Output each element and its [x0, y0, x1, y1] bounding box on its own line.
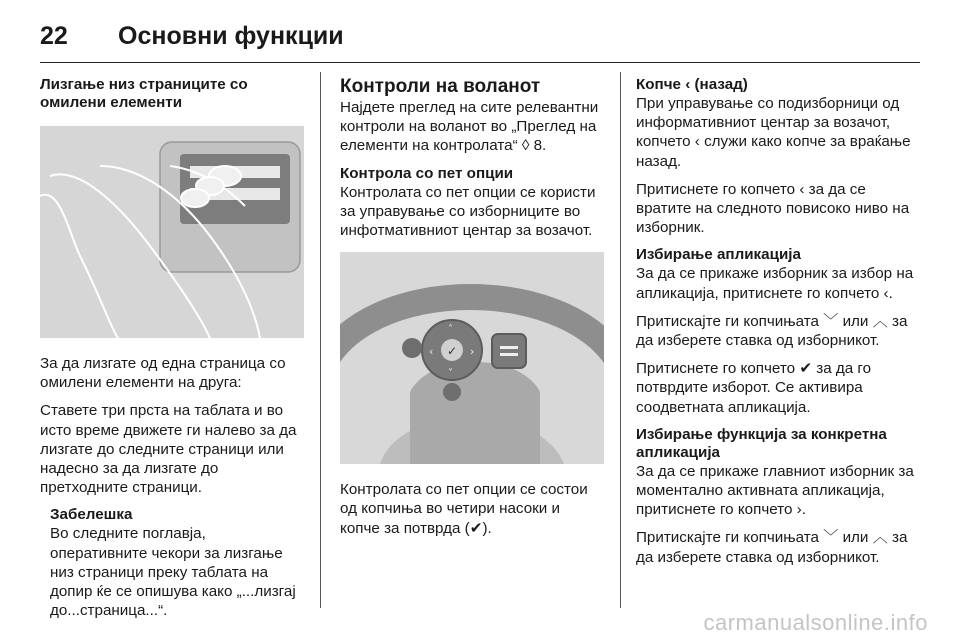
five-way-caption: Контролата со пет опции се состои од копчиња во четири насоки и копче за потврда (✔).: [340, 481, 588, 537]
page-header: [40, 14, 920, 58]
column-divider-2: [620, 72, 621, 608]
column-left: [40, 76, 304, 629]
heading-select-app: Избирање апликација: [636, 246, 801, 264]
app-paragraph-3: Притиснете го копчето ✔ за да го потврдите изборот. Се активира соодветната апликација.: [636, 360, 872, 416]
chapter-title: Основни функции: [118, 21, 344, 50]
note-block: [40, 506, 304, 620]
header-rule: [40, 62, 920, 63]
svg-text:✓: ✓: [447, 344, 458, 359]
back-paragraph-2: Притиснете го копчето ‹ за да се вратите на следното повисоко ниво на изборник.: [636, 180, 910, 237]
steering-wheel-figure: [340, 252, 604, 464]
svg-text:˅: ˅: [448, 368, 453, 380]
steering-intro: Најдете преглед на сите релевантни контроли на воланот во „Преглед на елементи на контролата“ ◊ 8.: [340, 99, 599, 155]
five-way-paragraph: Контролата со пет опции се користи за управување со изборниците во инфотмативниот центар за возачот.: [340, 183, 596, 240]
page-number: 22: [40, 21, 68, 50]
touchpad-swipe-figure: [40, 126, 304, 338]
swipe-paragraph-2: Ставете три прста на таблата и во исто време движете ги налево за да лизгате до следните страници или надесно за да лизгате до претходните страници.: [40, 402, 297, 497]
svg-text:‹: ‹: [429, 345, 434, 359]
swipe-paragraph-1: За да лизгате од една страница со омилени елементи на друга:: [40, 355, 286, 392]
section-heading-steering-controls: Контроли на воланот: [340, 76, 541, 97]
app-paragraph-1: За да се прикаже изборник за избор на апликација, притиснете го копчето ‹.: [636, 265, 914, 302]
function-paragraph-1: За да се прикаже главниот изборник за моментално активната апликација, притиснете го копчето ›.: [636, 462, 914, 519]
note-title: Забелешка: [50, 506, 133, 524]
column-right: [636, 76, 916, 576]
subheading-five-way: Контрола со пет опции: [340, 164, 514, 182]
function-paragraph-2: Притискајте ги копчињата ﹀ или ︿ за да изберете ставка од изборникот.: [636, 529, 908, 566]
svg-text:˄: ˄: [448, 324, 453, 336]
note-text: Во следните поглавја, оперативните чекори за лизгање низ страници преку таблата на допир ќе се опишува како „...лизгај до...страница...“.: [50, 525, 296, 620]
column-divider-1: [320, 72, 321, 608]
footer-watermark: carmanualsonline.info: [703, 610, 928, 635]
column-middle: [340, 76, 604, 547]
app-paragraph-2: Притискајте ги копчињата ﹀ или ︿ за да изберете ставка од изборникот.: [636, 312, 908, 350]
heading-back-button: Копче ‹ (назад): [636, 76, 748, 93]
hand-on-touchpad-illustration: [40, 126, 304, 338]
section-heading-swipe: Лизгање низ страниците со омилени елементи: [40, 76, 248, 111]
back-paragraph-1: При управување со подизборници од информативниот центар за возачот, копчето ‹ служи како копче за враќање назад.: [636, 95, 911, 170]
svg-text:›: ›: [470, 345, 475, 359]
heading-select-function: Избирање функција за конкретна апликација: [636, 425, 887, 461]
steering-wheel-controls-illustration: [340, 252, 604, 464]
